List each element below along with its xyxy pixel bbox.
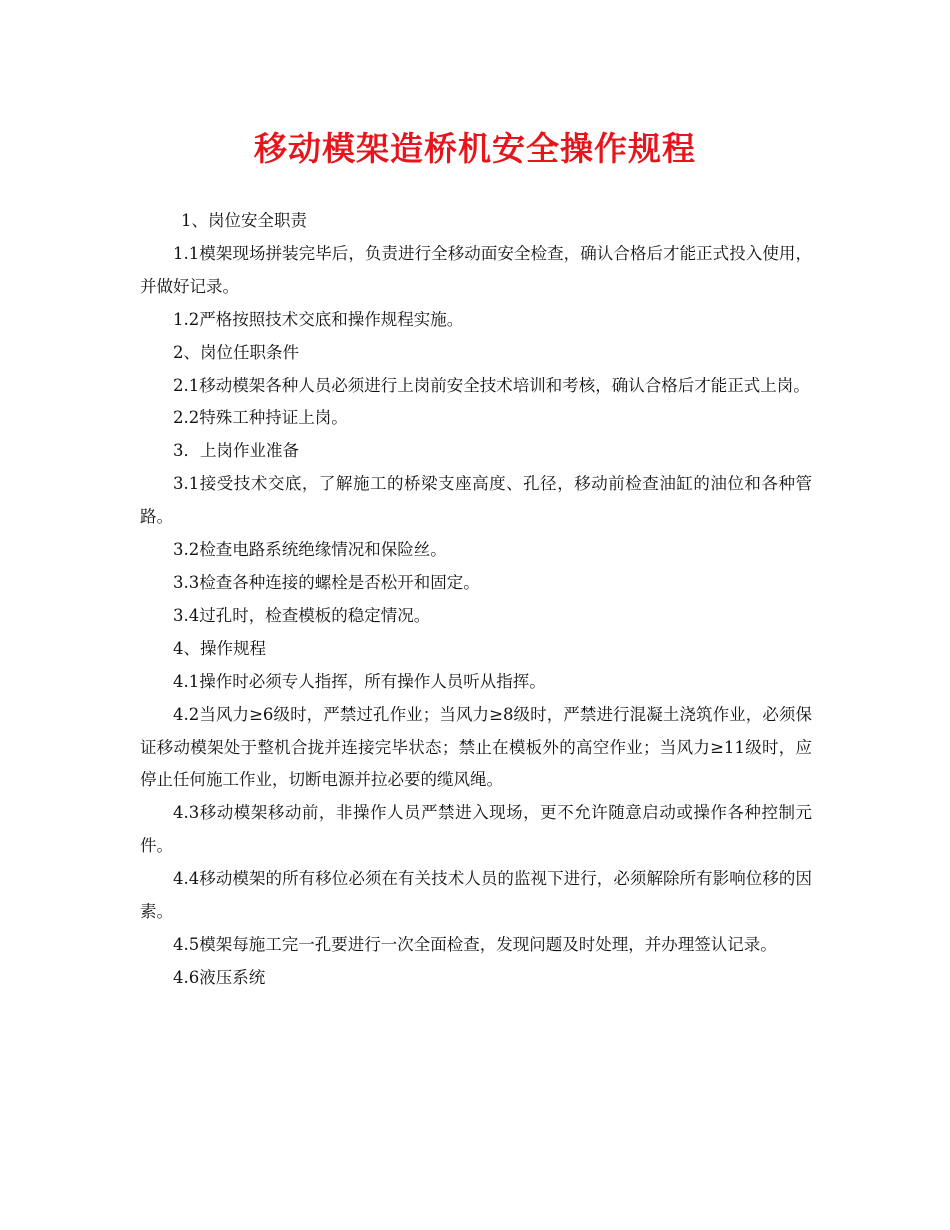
section-heading: 1、岗位安全职责 (181, 211, 307, 230)
section-heading: 4、操作规程 (173, 638, 266, 658)
paragraph: 4.5模架每施工完一孔要进行一次全面检查，发现问题及时处理，并办理签认记录。 (173, 934, 777, 954)
document-body (140, 205, 812, 995)
paragraph: 4.4移动模架的所有移位必须在有关技术人员的监视下进行，必须解除所有影响位移的因素。 (140, 869, 812, 922)
section-heading: 3．上岗作业准备 (173, 441, 299, 461)
paragraph: 3.3检查各种连接的螺栓是否松开和固定。 (173, 572, 480, 592)
paragraph: 2.1移动模架各种人员必须进行上岗前安全技术培训和考核，确认合格后才能正式上岗。 (173, 375, 810, 395)
paragraph: 4.3移动模架移动前，非操作人员严禁进入现场，更不允许随意启动或操作各种控制元件。 (140, 803, 812, 856)
paragraph: 1.2严格按照技术交底和操作规程实施。 (173, 309, 464, 329)
paragraph: 1.1模架现场拼装完毕后，负责进行全移动面安全检查，确认合格后才能正式投入使用，并做好记录。 (140, 243, 812, 296)
paragraph: 4.6液压系统 (173, 967, 266, 987)
paragraph: 3.1接受技术交底，了解施工的桥梁支座高度、孔径，移动前检查油缸的油位和各种管路。 (140, 474, 812, 527)
section-heading: 2、岗位任职条件 (173, 342, 299, 362)
paragraph: 3.4过孔时，检查模板的稳定情况。 (173, 605, 431, 625)
paragraph: 4.1操作时必须专人指挥，所有操作人员听从指挥。 (173, 671, 546, 691)
paragraph: 4.2当风力≥6级时，严禁过孔作业；当风力≥8级时，严禁进行混凝土浇筑作业，必须保证移动模架处于整机合拢并连接完毕状态；禁止在模板外的高空作业；当风力≥11级时，应停止任何施工作业，切断电源并拉必要的缆风绳。 (140, 704, 812, 790)
document-title: 移动模架造桥机安全操作规程 (254, 129, 696, 168)
paragraph: 2.2特殊工种持证上岗。 (173, 408, 348, 428)
paragraph: 3.2检查电路系统绝缘情况和保险丝。 (173, 540, 447, 560)
